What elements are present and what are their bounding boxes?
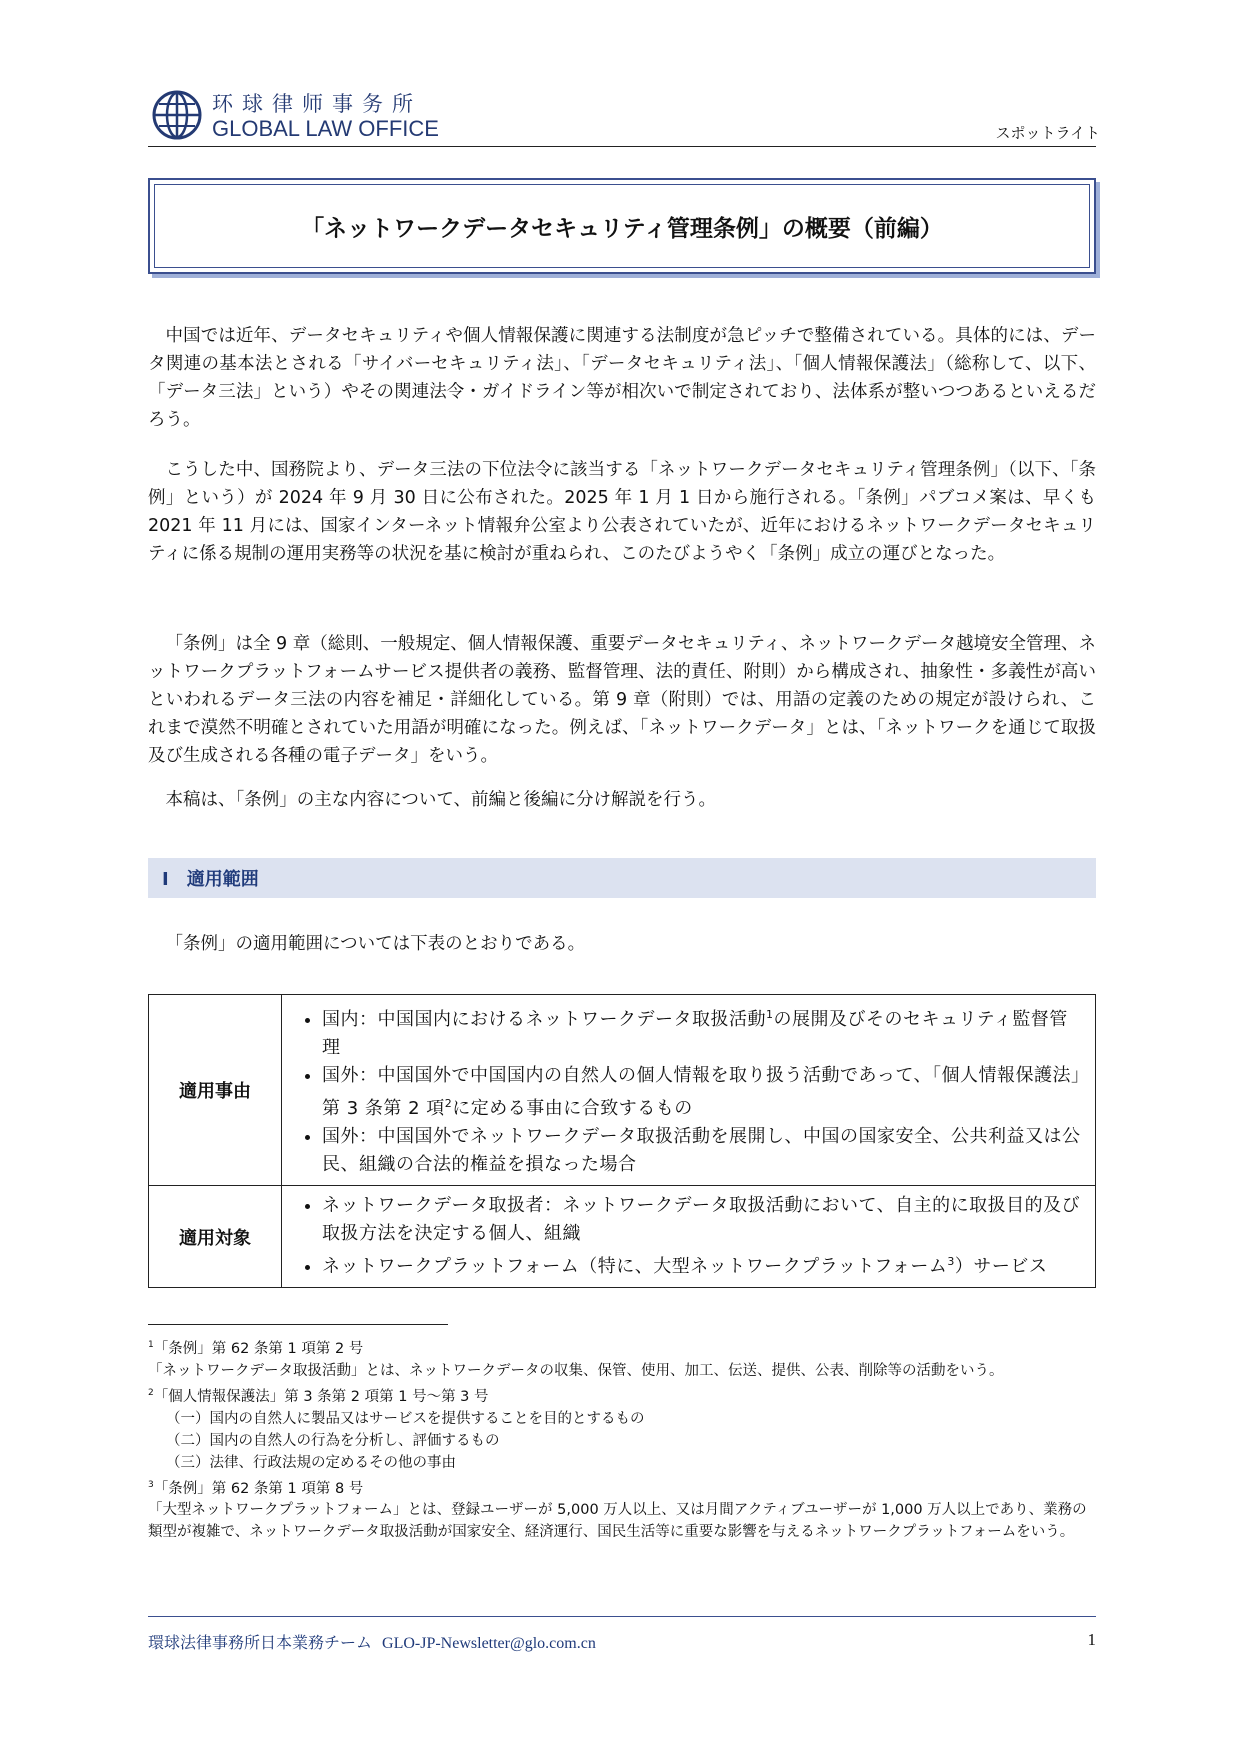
footnote-2-item: （二）国内の自然人の行為を分析し、評価するもの <box>166 1432 500 1449</box>
footer-team: 環球法律事務所日本業務チーム <box>148 1633 373 1652</box>
section-heading: I 適用範囲 <box>162 869 259 890</box>
footer-email-link[interactable]: GLO-JP-Newsletter@glo.com.cn <box>382 1635 596 1652</box>
page-number: 1 <box>1087 1630 1096 1649</box>
subjects-cell <box>282 1186 1096 1288</box>
paragraph-4: 本稿は、「条例」の主な内容について、前編と後編に分け解説を行う。 <box>165 790 717 810</box>
list-item: • 国外：中国国外で中国国内の自然人の個人情報を取り扱う活動であって、「個人情報保護法」第 3 条第 2 項$^2$に定める事由に合致するもの <box>322 1062 1085 1123</box>
row-header-grounds: 適用事由 <box>149 995 282 1186</box>
footer-contact <box>148 1630 596 1653</box>
logo-english-name: GLOBAL LAW OFFICE <box>212 116 439 141</box>
paragraph-2: こうした中、国務院より、データ三法の下位法令に該当する「ネットワークデータセキュリティ管理条例」（以下、「条例」という）が 2024 年 9 月 30 日に公布された。2025 年 1 月 1 日から施行される。「条例」パブコメ案は、早くも 2021 年 11 月には、国家インターネット情報弁公室より公表されていたが、近年におけるネットワークデータセキュリティに係る規制の運用実務等の状況を基に検討が重ねられ、このたびようやく「条例」成立の運びとなった。 <box>148 460 1096 564</box>
footnote-2-ref: $^2$「個人情報保護法」第 3 条第 2 項第 1 号～第 3 号 <box>148 1387 489 1405</box>
grounds-cell <box>282 995 1096 1186</box>
title-box <box>148 178 1096 274</box>
list-item: • 国外：中国国外でネットワークデータ取扱活動を展開し、中国の国家安全、公共利益又は公民、組織の合法的権益を損なった場合 <box>322 1123 1085 1179</box>
section-label: スポットライト <box>995 124 1100 142</box>
header-divider <box>148 146 1096 147</box>
firm-logo <box>152 86 452 146</box>
row-header-subjects: 適用対象 <box>149 1186 282 1288</box>
footnote-2-item: （一）国内の自然人に製品又はサービスを提供することを目的とするもの <box>166 1410 645 1427</box>
subjects-list <box>292 1192 1085 1281</box>
section-intro: 「条例」の適用範囲については下表のとおりである。 <box>165 934 586 954</box>
list-item: • 国内：中国国内におけるネットワークデータ取扱活動$^1$の展開及びそのセキュリティ監督管理 <box>322 1001 1085 1062</box>
list-item: • ネットワークプラットフォーム（特に、大型ネットワークプラットフォーム$^3$）サービス <box>322 1248 1085 1281</box>
grounds-list <box>292 1001 1085 1179</box>
scope-table <box>148 994 1096 1288</box>
table-row <box>149 995 1096 1186</box>
footnote-ref: 1 <box>766 1008 774 1021</box>
footnote-2-item: （三）法律、行政法規の定めるその他の事由 <box>166 1454 456 1471</box>
footnotes <box>148 1334 1096 1543</box>
logo-chinese-name: 环球律师事务所 <box>212 92 422 116</box>
footer-divider <box>148 1616 1096 1617</box>
footnote-ref: 3 <box>947 1255 955 1268</box>
footnote-3-text: 「大型ネットワークプラットフォーム」とは、登録ユーザーが 5,000 万人以上、又は月間アクティブユーザーが 1,000 万人以上であり、業務の類型が複雑で、ネットワークデータ取扱活動が国家安全、経済運行、国民生活等に重要な影響を与えるネットワークプラットフォームをいう。 <box>148 1502 1087 1541</box>
footnote-1-text: 「ネットワークデータ取扱活動」とは、ネットワークデータの収集、保管、使用、加工、伝送、提供、公表、削除等の活動をいう。 <box>148 1362 1004 1379</box>
list-item: • ネットワークデータ取扱者：ネットワークデータ取扱活動において、自主的に取扱目的及び取扱方法を決定する個人、組織 <box>322 1192 1085 1248</box>
document-title: 「ネットワークデータセキュリティ管理条例」の概要（前編） <box>301 215 943 242</box>
footnote-ref: 2 <box>444 1097 453 1110</box>
footnote-1-ref: $^1$「条例」第 62 条第 1 項第 2 号 <box>148 1340 364 1357</box>
footnote-3-ref: $^3$「条例」第 62 条第 1 項第 8 号 <box>148 1479 364 1497</box>
table-row <box>149 1186 1096 1288</box>
globe-logo-icon <box>152 90 202 140</box>
footnote-divider <box>148 1324 448 1325</box>
paragraph-1: 中国では近年、データセキュリティや個人情報保護に関連する法制度が急ピッチで整備されている。具体的には、データ関連の基本法とされる「サイバーセキュリティ法」、「データセキュリティ法」、「個人情報保護法」（総称して、以下、「データ三法」という）やその関連法令・ガイドライン等が相次いで制定されており、法体系が整いつつあるといえるだろう。 <box>148 326 1096 430</box>
paragraph-3: 「条例」は全 9 章（総則、一般規定、個人情報保護、重要データセキュリティ、ネットワークデータ越境安全管理、ネットワークプラットフォームサービス提供者の義務、監督管理、法的責任、附則）から構成され、抽象性・多義性が高いといわれるデータ三法の内容を補足・詳細化している。第 9 章（附則）では、用語の定義のための規定が設けられ、これまで漠然不明確とされていた用語が明確になった。例えば、「ネットワークデータ」とは、「ネットワークを通じて取扱及び生成される各種の電子データ」をいう。 <box>148 634 1097 766</box>
section-heading-bar <box>148 858 1096 898</box>
